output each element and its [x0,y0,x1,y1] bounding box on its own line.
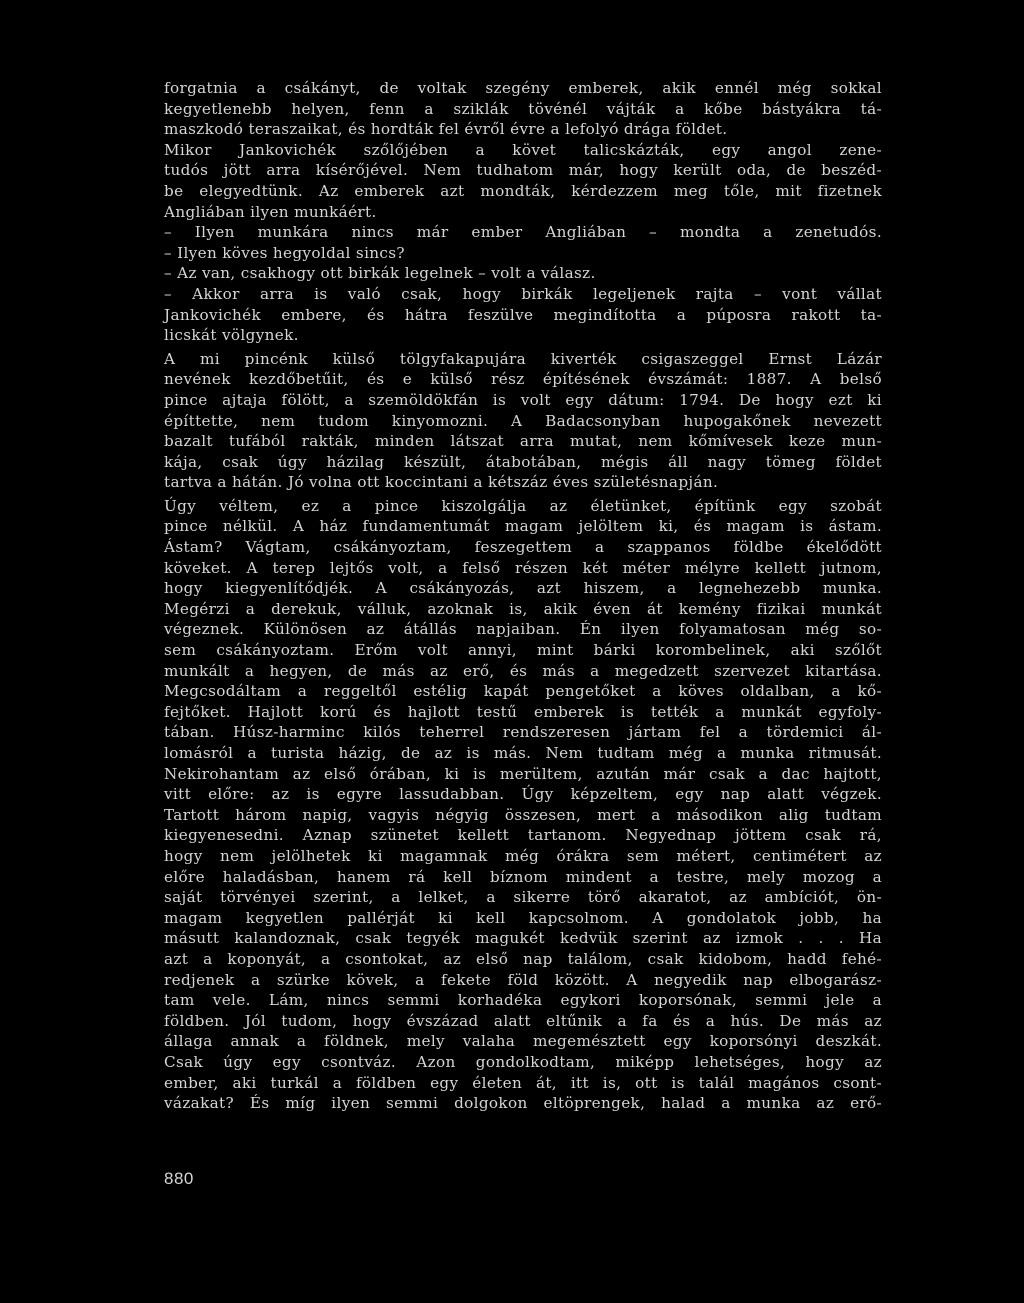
text-line: Úgy véltem, ez a pince kiszolgálja az életünket, építünk egy szobát [164,496,882,515]
text-line: vázakat? És míg ilyen semmi dolgokon eltöprengek, halad a munka az erő- [164,1094,882,1113]
text-line: előre haladásban, hanem rá kell bíznom mindent a testre, mely mozog a [164,867,882,886]
page-number: 880 [164,1169,194,1188]
text-line: tában. Húsz-harminc kilós teherrel rendszeresen jártam fel a tördemici ál- [164,723,882,742]
text-line: földben. Jól tudom, hogy évszázad alatt eltűnik a fa és a hús. De más az [164,1011,882,1030]
text-line: maszkodó teraszaikat, és hordták fel évről évre a lefolyó drága földet. [164,120,728,139]
text-line: kája, csak úgy házilag készült, átabotában, mégis áll nagy tömeg földet [164,452,882,471]
text-line: fejtőket. Hajlott korú és hajlott testű emberek is tették a munkát egyfoly- [164,702,882,721]
text-line: kiegyenesedni. Aznap szünetet kellett tartanom. Negyednap jöttem csak rá, [164,826,882,845]
text-line: redjenek a szürke kövek, a fekete föld között. A negyedik nap elbogarász- [164,970,882,989]
text-line: köveket. A terep lejtős volt, a felső részen két méter mélyre kellett jutnom, [164,558,882,577]
text-line: – Ilyen munkára nincs már ember Angliában – mondta a zenetudós. [164,223,882,242]
text-line: ember, aki turkál a földben egy életen át, itt is, ott is talál magános csont- [164,1073,882,1092]
text-line: Megcsodáltam a reggeltől estélig kapát pengetőket a köves oldalban, a kő- [164,682,882,701]
text-line: vitt előre: az is egyre lassudabban. Úgy képzeltem, egy nap alatt végzek. [164,785,882,804]
text-line: állaga annak a földnek, mely valaha megemésztett egy koporsónyi deszkát. [164,1032,882,1051]
text-line: tam vele. Lám, nincs semmi korhadéka egykori koporsónak, semmi jele a [164,991,882,1010]
text-line: tudós jött arra kísérőjével. Nem tudhatom már, hogy került oda, de beszéd- [164,161,882,180]
text-line: – Akkor arra is való csak, hogy birkák legeljenek rajta – vont vállat [164,284,882,303]
text-line: Jankovichék embere, és hátra feszülve megindította a púposra rakott ta- [164,305,882,324]
text-line: munkált a hegyen, de más az erő, és más a megedzett szervezet kitartása. [164,661,882,680]
text-line: Ástam? Vágtam, csákányoztam, feszegettem a szappanos földbe ékelődött [164,538,882,557]
text-line: forgatnia a csákányt, de voltak szegény emberek, akik ennél még sokkal [164,79,882,97]
text-line: hogy kiegyenlítődjék. A csákányozás, azt hiszem, a legnehezebb munka. [164,579,882,598]
text-line: Angliában ilyen munkáért. [164,202,377,221]
text-line: nevének kezdőbetűit, és e külső rész építésének évszámát: 1887. A belső [164,370,882,389]
text-line: A mi pincénk külső tölgyfakapujára kiverték csigaszeggel Ernst Lázár [164,349,882,368]
text-line: bazalt tufából rakták, minden látszat arra mutat, nem kőmívesek keze mun- [164,432,882,451]
text-line: – Az van, csakhogy ott birkák legelnek – volt a válasz. [164,264,596,283]
text-line: Nekirohantam az első órában, ki is merültem, azután már csak a dac hajtott, [164,764,882,783]
text-line: építtette, nem tudom kinyomozni. A Badacsonyban hupogakőnek nevezett [164,411,882,430]
text-line: azt a koponyát, a csontokat, az első nap találom, csak kidobom, hadd fehé- [164,949,882,968]
text-line: Tartott három napig, vagyis négyig összesen, mert a másodikon alig tudtam [164,805,882,824]
text-line: hogy nem jelölhetek ki magamnak még órákra sem métert, centimétert az [164,846,882,865]
text-line: sem csákányoztam. Erőm volt annyi, mint bárki korombelinek, aki szőlőt [164,641,882,660]
text-line: pince nélkül. A ház fundamentumát magam jelöltem ki, és magam is ástam. [164,517,882,536]
text-line: tartva a hátán. Jó volna ott koccintani a kétszáz éves születésnapján. [164,473,719,492]
text-line: kegyetlenebb helyen, fenn a sziklák tövénél vájták a kőbe bástyákra tá- [164,99,882,118]
text-line: Mikor Jankovichék szőlőjében a követ talicskázták, egy angol zene- [164,140,882,159]
text-line: – Ilyen köves hegyoldal sincs? [164,243,405,262]
text-line: be elegyedtünk. Az emberek azt mondták, kérdezzem meg tőle, mit fizetnek [164,181,882,200]
text-line: licskát völgynek. [164,326,299,345]
text-line: Megérzi a derekuk, válluk, azoknak is, akik éven át kemény fizikai munkát [164,599,882,618]
text-line: pince ajtaja fölött, a szemöldökfán is volt egy dátum: 1794. De hogy ezt ki [164,390,882,409]
text-line: lomásról a turista házig, de az is más. Nem tudtam még a munka ritmusát. [164,744,882,762]
text-line: másutt kalandoznak, csak tegyék magukét kedvük szerint az izmok . . . Ha [164,929,882,948]
text-line: Csak úgy egy csontváz. Azon gondolkodtam, miképp lehetséges, hogy az [164,1052,882,1071]
page-body [164,78,882,1114]
text-line: végeznek. Különösen az átállás napjaiban. Én ilyen folyamatosan még so- [164,620,882,639]
text-line: magam kegyetlen pallérját ki kell kapcsolnom. A gondolatok jobb, ha [164,908,882,927]
text-line: saját törvényei szerint, a lelket, a sikerre törő akaratot, az ambíciót, ön- [164,888,882,907]
